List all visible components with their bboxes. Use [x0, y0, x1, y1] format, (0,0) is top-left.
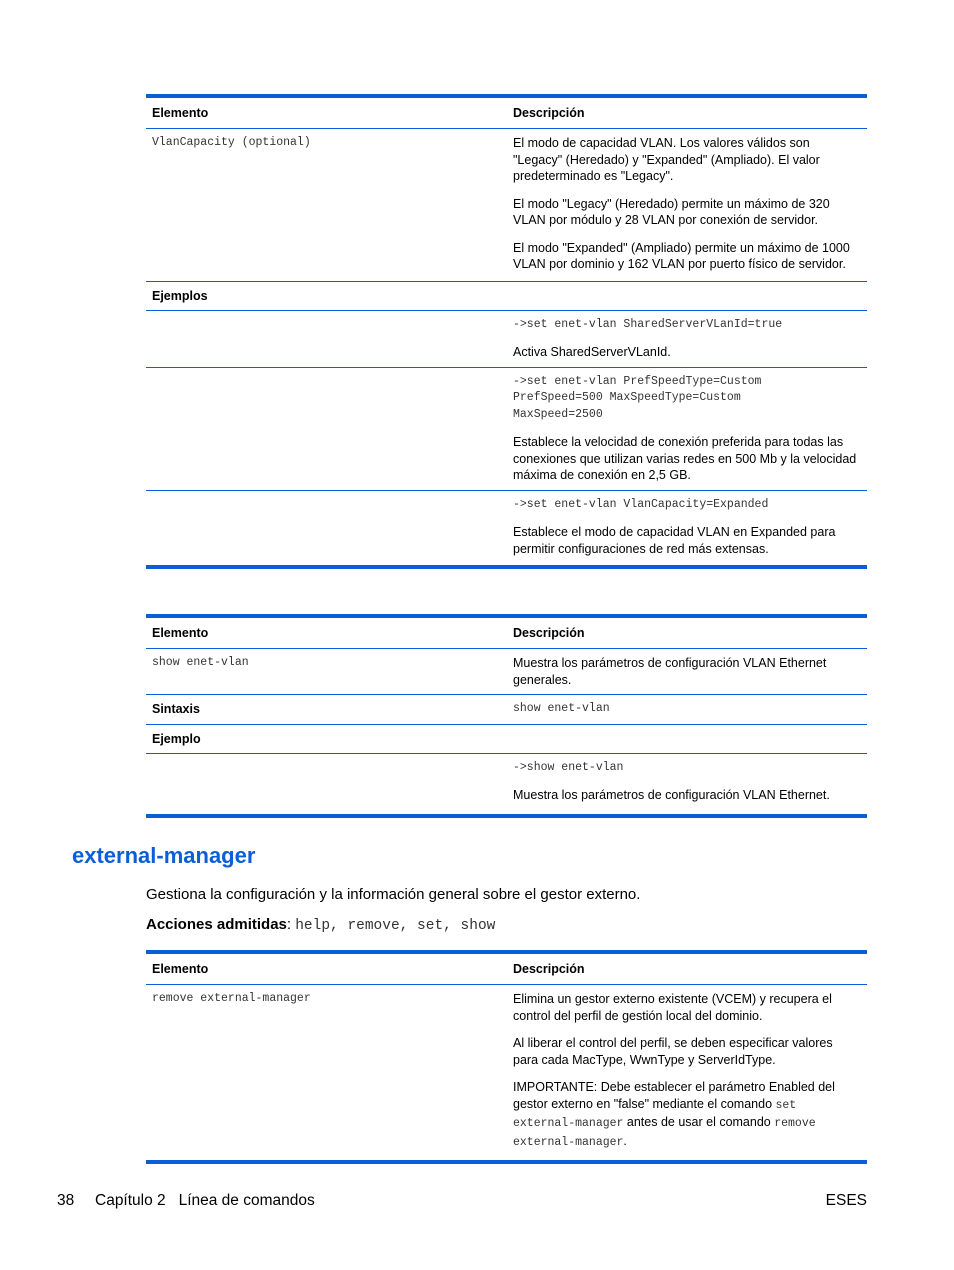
item-name: show enet-vlan — [152, 656, 249, 669]
page-number: 38 — [57, 1192, 75, 1209]
table-bottom-rule — [146, 814, 867, 818]
item-desc-3 — [513, 1079, 861, 1151]
item-description — [507, 985, 867, 1157]
syntax-label: Sintaxis — [152, 702, 200, 716]
example-desc: Muestra los parámetros de configuración VLAN Ethernet. — [513, 788, 830, 802]
syntax-value: show enet-vlan — [513, 702, 610, 715]
table-vlan-params — [146, 94, 867, 569]
item-desc-2: Al liberar el control del perfil, se deben especificar valores para cada MacType, WwnType y ServerIdType. — [513, 1036, 833, 1067]
header-descripcion: Descripción — [513, 106, 585, 120]
item-desc-1: Elimina un gestor externo existente (VCEM) y recupera el control del perfil de gestión local del dominio. — [513, 992, 832, 1023]
example-desc: Establece la velocidad de conexión preferida para todas las conexiones que utilizan varias redes en 500 Mb y la velocidad máxima de conexión en 2,5 GB. — [513, 435, 857, 482]
examples-label-row — [146, 282, 867, 311]
header-descripcion: Descripción — [513, 962, 585, 976]
language-code: ESES — [825, 1192, 867, 1209]
header-elemento: Elemento — [152, 626, 209, 640]
supported-actions — [146, 916, 495, 934]
param-description — [507, 129, 867, 279]
examples-label: Ejemplos — [152, 288, 208, 303]
table-header-row — [146, 618, 867, 649]
example-row — [146, 754, 867, 814]
param-desc-2: El modo "Legacy" (Heredado) permite un máximo de 320 VLAN por módulo y 28 VLAN por conexión de servidor. — [513, 196, 830, 227]
table-show-enet-vlan — [146, 614, 867, 818]
important-text-c: . — [623, 1133, 627, 1148]
header-elemento: Elemento — [152, 962, 209, 976]
table-row — [146, 129, 867, 282]
example-code: ->set enet-vlan PrefSpeedType=Custom PrefSpeed=500 MaxSpeedType=Custom MaxSpeed=2500 — [513, 374, 762, 421]
section-intro: Gestiona la configuración y la información general sobre el gestor externo. — [146, 886, 641, 903]
table-row — [146, 985, 867, 1160]
param-name: VlanCapacity (optional) — [152, 136, 311, 149]
actions-list: help, remove, set, show — [295, 918, 496, 934]
inline-code-remove: remove external-manager — [513, 1117, 816, 1149]
example-code: ->set enet-vlan VlanCapacity=Expanded — [513, 497, 769, 511]
important-text-a: IMPORTANTE: Debe establecer el parámetro Enabled del gestor externo en "false" mediante el comando — [513, 1080, 835, 1111]
syntax-row — [146, 695, 867, 725]
table-bottom-rule — [146, 565, 867, 569]
example-code: ->set enet-vlan SharedServerVLanId=true — [513, 317, 783, 331]
example-desc: Establece el modo de capacidad VLAN en Expanded para permitir configuraciones de red más extensas. — [513, 525, 836, 556]
table-external-manager — [146, 950, 867, 1164]
inline-code-set: set external-manager — [513, 1098, 797, 1130]
table-bottom-rule — [146, 1160, 867, 1164]
section-title: external-manager — [72, 843, 256, 868]
example-row — [146, 368, 867, 491]
example-desc: Activa SharedServerVLanId. — [513, 345, 671, 359]
example-row — [146, 311, 867, 368]
table-header-row — [146, 98, 867, 129]
param-desc-3: El modo "Expanded" (Ampliado) permite un máximo de 1000 VLAN por dominio y 162 VLAN por puerto físico de servidor. — [513, 240, 850, 271]
example-label-row — [146, 725, 867, 754]
header-elemento: Elemento — [152, 106, 209, 120]
actions-separator: : — [286, 916, 296, 933]
chapter-title: Capítulo 2 Línea de comandos — [95, 1192, 315, 1209]
example-row — [146, 491, 867, 566]
param-desc-1: El modo de capacidad VLAN. Los valores válidos son "Legacy" (Heredado) y "Expanded" (Ampliado). El valor predeterminado es "Legacy". — [513, 136, 820, 183]
actions-label: Acciones admitidas — [146, 916, 287, 933]
header-descripcion: Descripción — [513, 626, 585, 640]
important-text-b: antes de usar el comando — [623, 1115, 775, 1129]
item-desc: Muestra los parámetros de configuración VLAN Ethernet generales. — [513, 656, 827, 687]
table-row — [146, 649, 867, 695]
item-name: remove external-manager — [152, 992, 311, 1005]
example-code: ->show enet-vlan — [513, 760, 624, 774]
example-label: Ejemplo — [152, 731, 201, 746]
table-header-row — [146, 954, 867, 985]
